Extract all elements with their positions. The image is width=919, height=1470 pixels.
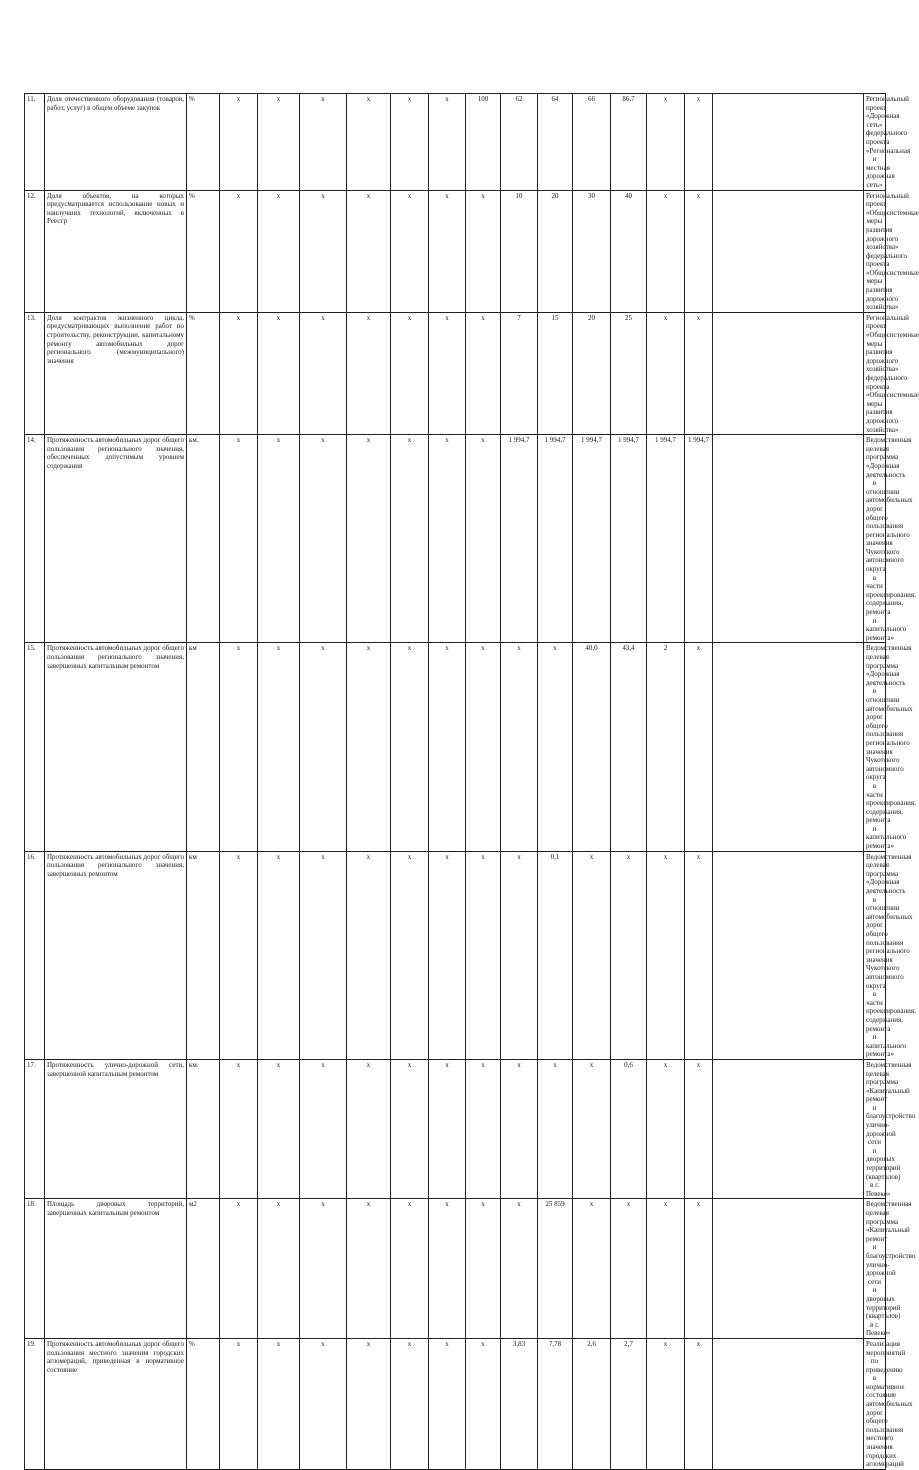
value-cell: x bbox=[300, 1338, 347, 1469]
value-cell: x bbox=[611, 851, 647, 1059]
source-cell: Ведомственная целевая программа «Капитальный ремонт и благоустройство улично-дорожной сети и дворовых территорий (кварталов) в г. Певеке» bbox=[864, 1059, 886, 1199]
value-cell: x bbox=[220, 94, 258, 191]
value-cell: x bbox=[258, 94, 300, 191]
value-cell: x bbox=[685, 94, 713, 191]
value-cell: x bbox=[258, 1199, 300, 1339]
value-cell: 66 bbox=[573, 94, 611, 191]
empty-cell bbox=[713, 1199, 864, 1339]
value-cell: x bbox=[429, 190, 466, 312]
value-cell: x bbox=[347, 1199, 391, 1339]
value-cell: x bbox=[391, 190, 429, 312]
value-cell: 3,83 bbox=[501, 1338, 538, 1469]
row-number: 19. bbox=[25, 1338, 45, 1469]
table-row bbox=[25, 643, 886, 851]
row-number: 15. bbox=[25, 643, 45, 851]
value-cell: x bbox=[647, 94, 685, 191]
value-cell: 43,4 bbox=[611, 643, 647, 851]
row-number: 14. bbox=[25, 435, 45, 643]
value-cell: x bbox=[466, 190, 501, 312]
value-cell: 7,78 bbox=[538, 1338, 573, 1469]
indicator-name: Доля отечественного оборудования (товаров, работ, услуг) в общем объеме закупок bbox=[45, 94, 187, 191]
value-cell: x bbox=[258, 435, 300, 643]
indicator-name: Протяженность автомобильных дорог общего пользования регионального значения, завершенных капитальным ремонтом bbox=[45, 643, 187, 851]
source-cell: Ведомственная целевая программа «Дорожная деятельность в отношении автомобильных дорог общего пользования регионального значения Чукотского автономного округа в части проектирования, содержания, ремонта и капитального ремонта» bbox=[864, 435, 886, 643]
value-cell: 2,7 bbox=[611, 1338, 647, 1469]
value-cell: x bbox=[220, 435, 258, 643]
value-cell: x bbox=[300, 643, 347, 851]
value-cell: 20 bbox=[573, 312, 611, 434]
value-cell: x bbox=[258, 851, 300, 1059]
table-row bbox=[25, 435, 886, 643]
table-row bbox=[25, 1338, 886, 1469]
value-cell: x bbox=[573, 1199, 611, 1339]
value-cell: x bbox=[220, 1199, 258, 1339]
source-cell: Региональный проект «Дорожная сеть» федерального проекта «Региональная и местная дорожная сеть» bbox=[864, 94, 886, 191]
table-row bbox=[25, 312, 886, 434]
value-cell: 7 bbox=[501, 312, 538, 434]
value-cell: x bbox=[647, 1059, 685, 1199]
value-cell: x bbox=[647, 851, 685, 1059]
unit-cell: % bbox=[187, 1338, 220, 1469]
value-cell: x bbox=[391, 851, 429, 1059]
value-cell: x bbox=[391, 1199, 429, 1339]
row-number: 17. bbox=[25, 1059, 45, 1199]
indicators-table bbox=[24, 93, 919, 1470]
value-cell: 20 bbox=[538, 190, 573, 312]
table-row bbox=[25, 851, 886, 1059]
row-number: 16. bbox=[25, 851, 45, 1059]
row-number: 11. bbox=[25, 94, 45, 191]
value-cell: x bbox=[347, 312, 391, 434]
empty-cell bbox=[713, 851, 864, 1059]
value-cell: x bbox=[347, 190, 391, 312]
value-cell: x bbox=[685, 851, 713, 1059]
value-cell: x bbox=[391, 1059, 429, 1199]
indicator-name: Площадь дворовых территорий, завершенных капитальным ремонтом bbox=[45, 1199, 187, 1339]
value-cell: x bbox=[647, 1338, 685, 1469]
value-cell: x bbox=[685, 190, 713, 312]
value-cell: x bbox=[300, 435, 347, 643]
empty-cell bbox=[713, 643, 864, 851]
value-cell: x bbox=[220, 851, 258, 1059]
value-cell: x bbox=[391, 435, 429, 643]
value-cell: 1 994,7 bbox=[647, 435, 685, 643]
table-row bbox=[25, 1199, 886, 1339]
empty-cell bbox=[713, 1338, 864, 1469]
value-cell: x bbox=[466, 435, 501, 643]
value-cell: 86,7 bbox=[611, 94, 647, 191]
indicator-name: Протяженность автомобильных дорог общего пользования регионального значения, завершенных ремонтом bbox=[45, 851, 187, 1059]
unit-cell: м2 bbox=[187, 1199, 220, 1339]
empty-cell bbox=[713, 94, 864, 191]
value-cell: 30 bbox=[573, 190, 611, 312]
value-cell: x bbox=[466, 851, 501, 1059]
value-cell: x bbox=[429, 1338, 466, 1469]
value-cell: x bbox=[501, 851, 538, 1059]
unit-cell: км bbox=[187, 643, 220, 851]
value-cell: x bbox=[347, 94, 391, 191]
value-cell: x bbox=[429, 435, 466, 643]
value-cell: x bbox=[347, 1338, 391, 1469]
value-cell: x bbox=[685, 643, 713, 851]
value-cell: x bbox=[300, 1199, 347, 1339]
value-cell: x bbox=[258, 190, 300, 312]
value-cell: x bbox=[466, 1199, 501, 1339]
value-cell: 0,1 bbox=[538, 851, 573, 1059]
value-cell: 40 bbox=[611, 190, 647, 312]
value-cell: 1 994,7 bbox=[538, 435, 573, 643]
value-cell: x bbox=[466, 312, 501, 434]
value-cell: 2 bbox=[647, 643, 685, 851]
empty-cell bbox=[713, 312, 864, 434]
value-cell: x bbox=[611, 1199, 647, 1339]
value-cell: x bbox=[300, 190, 347, 312]
table-row bbox=[25, 1059, 886, 1199]
unit-cell: % bbox=[187, 312, 220, 434]
value-cell: x bbox=[685, 312, 713, 434]
value-cell: x bbox=[258, 1338, 300, 1469]
value-cell: x bbox=[300, 851, 347, 1059]
value-cell: 1 994,7 bbox=[611, 435, 647, 643]
empty-cell bbox=[713, 1059, 864, 1199]
value-cell: 0,6 bbox=[611, 1059, 647, 1199]
value-cell: x bbox=[429, 1059, 466, 1199]
value-cell: x bbox=[391, 312, 429, 434]
source-cell: Реализация мероприятий по приведению в нормативное состояние автомобильных дорог общего пользования местного значения городских агломераций bbox=[864, 1338, 886, 1469]
source-cell: Ведомственная целевая программа «Дорожная деятельность в отношении автомобильных дорог общего пользования регионального значения Чукотского автономного округа в части проектирования, содержания, ремонта и капитального ремонта» bbox=[864, 643, 886, 851]
indicator-name: Доля объектов, на которых предусматривается использование новых и наилучших технологий, включенных в Реестр bbox=[45, 190, 187, 312]
value-cell: 1 994,7 bbox=[573, 435, 611, 643]
value-cell: x bbox=[429, 312, 466, 434]
value-cell: 64 bbox=[538, 94, 573, 191]
value-cell: x bbox=[391, 94, 429, 191]
value-cell: x bbox=[220, 190, 258, 312]
indicator-name: Протяженность улично-дорожной сети, завершенной капитальным ремонтом bbox=[45, 1059, 187, 1199]
value-cell: x bbox=[466, 1338, 501, 1469]
value-cell: x bbox=[391, 643, 429, 851]
unit-cell: % bbox=[187, 190, 220, 312]
value-cell: 15 bbox=[538, 312, 573, 434]
value-cell: x bbox=[220, 1059, 258, 1199]
unit-cell: км bbox=[187, 851, 220, 1059]
value-cell: x bbox=[347, 851, 391, 1059]
unit-cell: % bbox=[187, 94, 220, 191]
value-cell: x bbox=[573, 851, 611, 1059]
empty-cell bbox=[713, 190, 864, 312]
value-cell: 25 bbox=[611, 312, 647, 434]
source-cell: Региональный проект «Общесистемные меры развития дорожного хозяйства» федерального проекта «Общесистемные меры развития дорожного хозяйства» bbox=[864, 190, 886, 312]
value-cell: x bbox=[429, 1199, 466, 1339]
value-cell: x bbox=[391, 1338, 429, 1469]
indicator-name: Доля контрактов жизненного цикла, предусматривающих выполнение работ по строительству, реконструкции, капитальному ремонту автомобильных дорог регионального (межмуниципального) значения bbox=[45, 312, 187, 434]
value-cell: x bbox=[501, 643, 538, 851]
indicator-name: Протяженность автомобильных дорог общего пользования местного значения городских агломераций, приведенная в нормативное состояние bbox=[45, 1338, 187, 1469]
value-cell: x bbox=[258, 643, 300, 851]
row-number: 18. bbox=[25, 1199, 45, 1339]
empty-cell bbox=[713, 435, 864, 643]
value-cell: x bbox=[220, 643, 258, 851]
source-cell: Ведомственная целевая программа «Дорожная деятельность в отношении автомобильных дорог общего пользования регионального значения Чукотского автономного округа в части проектирования, содержания, ремонта и капитального ремонта» bbox=[864, 851, 886, 1059]
value-cell: x bbox=[501, 1059, 538, 1199]
value-cell: 10 bbox=[501, 190, 538, 312]
value-cell: x bbox=[220, 312, 258, 434]
value-cell: 1 994,7 bbox=[501, 435, 538, 643]
value-cell: x bbox=[647, 312, 685, 434]
value-cell: x bbox=[685, 1338, 713, 1469]
value-cell: 25 859 bbox=[538, 1199, 573, 1339]
value-cell: x bbox=[647, 1199, 685, 1339]
source-cell: Региональный проект «Общесистемные меры развития дорожного хозяйства» федерального проекта «Общесистемные меры развития дорожного хозяйства» bbox=[864, 312, 886, 434]
unit-cell: км. bbox=[187, 1059, 220, 1199]
value-cell: x bbox=[347, 435, 391, 643]
value-cell: x bbox=[501, 1199, 538, 1339]
value-cell: x bbox=[466, 1059, 501, 1199]
value-cell: 2,6 bbox=[573, 1338, 611, 1469]
value-cell: x bbox=[258, 1059, 300, 1199]
value-cell: 1 994,7 bbox=[685, 435, 713, 643]
table-row bbox=[25, 190, 886, 312]
value-cell: x bbox=[429, 643, 466, 851]
value-cell: 100 bbox=[466, 94, 501, 191]
indicator-name: Протяженность автомобильных дорог общего пользования регионального значения, обеспеченных допустимым уровнем содержания bbox=[45, 435, 187, 643]
value-cell: 62 bbox=[501, 94, 538, 191]
value-cell: x bbox=[258, 312, 300, 434]
value-cell: x bbox=[347, 1059, 391, 1199]
value-cell: x bbox=[538, 1059, 573, 1199]
row-number: 12. bbox=[25, 190, 45, 312]
value-cell: x bbox=[300, 312, 347, 434]
value-cell: x bbox=[220, 1338, 258, 1469]
value-cell: x bbox=[573, 1059, 611, 1199]
value-cell: x bbox=[647, 190, 685, 312]
source-cell: Ведомственная целевая программа «Капитальный ремонт и благоустройство улично-дорожной сети и дворовых территорий (кварталов) в г. Певеке» bbox=[864, 1199, 886, 1339]
value-cell: x bbox=[538, 643, 573, 851]
value-cell: x bbox=[300, 1059, 347, 1199]
value-cell: x bbox=[347, 643, 391, 851]
table-row bbox=[25, 94, 886, 191]
value-cell: x bbox=[685, 1199, 713, 1339]
value-cell: x bbox=[466, 643, 501, 851]
value-cell: 40,0 bbox=[573, 643, 611, 851]
value-cell: x bbox=[429, 851, 466, 1059]
row-number: 13. bbox=[25, 312, 45, 434]
unit-cell: км. bbox=[187, 435, 220, 643]
value-cell: x bbox=[685, 1059, 713, 1199]
value-cell: x bbox=[300, 94, 347, 191]
value-cell: x bbox=[429, 94, 466, 191]
